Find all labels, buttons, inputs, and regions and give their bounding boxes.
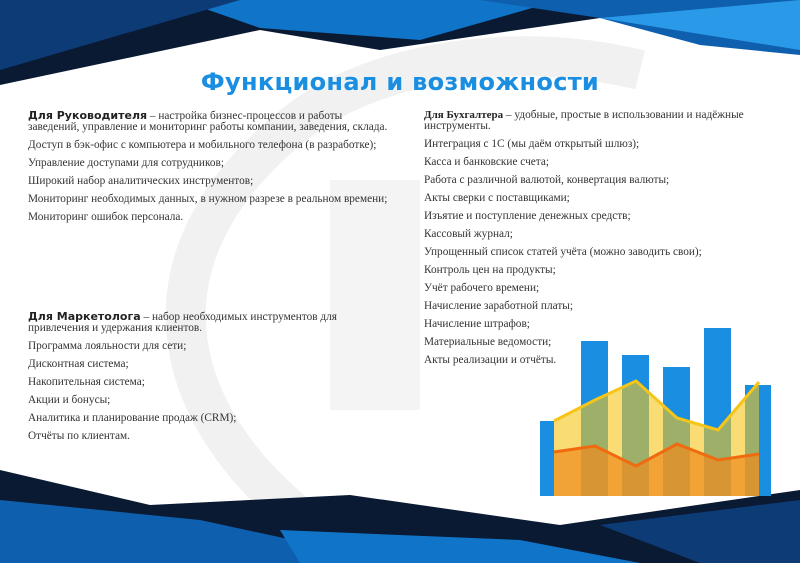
list-item: Упрощенный список статей учёта (можно заводить свои); (424, 246, 702, 258)
list-item: Мониторинг ошибок персонала. (28, 211, 184, 223)
list-item: Интеграция с 1С (мы даём открытый шлюз); (424, 138, 640, 150)
list-item: Отчёты по клиентам. (28, 430, 130, 442)
section-intro: Для Маркетолога – набор необходимых инструментов для привлечения и удержания клиентов. (28, 310, 338, 334)
list-item: Аналитика и планирование продаж (CRM); (28, 412, 237, 424)
list-item: Дисконтная система; (28, 358, 129, 370)
list-item: Касса и банковские счета; (424, 156, 550, 168)
list-item: Учёт рабочего времени; (424, 282, 540, 294)
list-item: Кассовый журнал; (424, 228, 513, 240)
list-item: Начисление штрафов; (424, 318, 530, 330)
list-item: Начисление заработной платы; (424, 300, 573, 312)
list-item: Изъятие и поступление денежных средств; (424, 210, 631, 222)
list-item: Акции и бонусы; (28, 394, 111, 406)
list-item: Материальные ведомости; (424, 336, 552, 348)
section-heading: Для Руководителя (28, 109, 148, 122)
list-item: Программа лояльности для сети; (28, 340, 187, 352)
list-item: Акты сверки с поставщиками; (424, 192, 570, 204)
list-item: Контроль цен на продукты; (424, 264, 556, 276)
list-item: Акты реализации и отчёты. (424, 354, 557, 366)
page-title: Функционал и возможности (200, 68, 600, 96)
section-accountant (424, 110, 764, 373)
section-intro: Для Руководителя – настройка бизнес-процессов и работы заведений, управление и мониторинг работы компании, заведения, склада. (28, 109, 388, 133)
list-item: Управление доступами для сотрудников; (28, 157, 224, 169)
list-item: Широкий набор аналитических инструментов; (28, 175, 254, 187)
list-item: Доступ в бэк-офис с компьютера и мобильного телефона (в разработке); (28, 139, 377, 151)
list-item: Накопительная система; (28, 376, 145, 388)
list-item: Мониторинг необходимых данных, в нужном разрезе в реальном времени; (28, 193, 388, 205)
section-marketer (28, 311, 358, 449)
section-manager (28, 110, 388, 230)
section-heading: Для Бухгалтера (424, 109, 504, 121)
section-heading: Для Маркетолога (28, 310, 141, 323)
section-intro: Для Бухгалтера – удобные, простые в использовании и надёжные инструменты. (424, 109, 744, 132)
list-item: Работа с различной валютой, конвертация валюты; (424, 174, 670, 186)
